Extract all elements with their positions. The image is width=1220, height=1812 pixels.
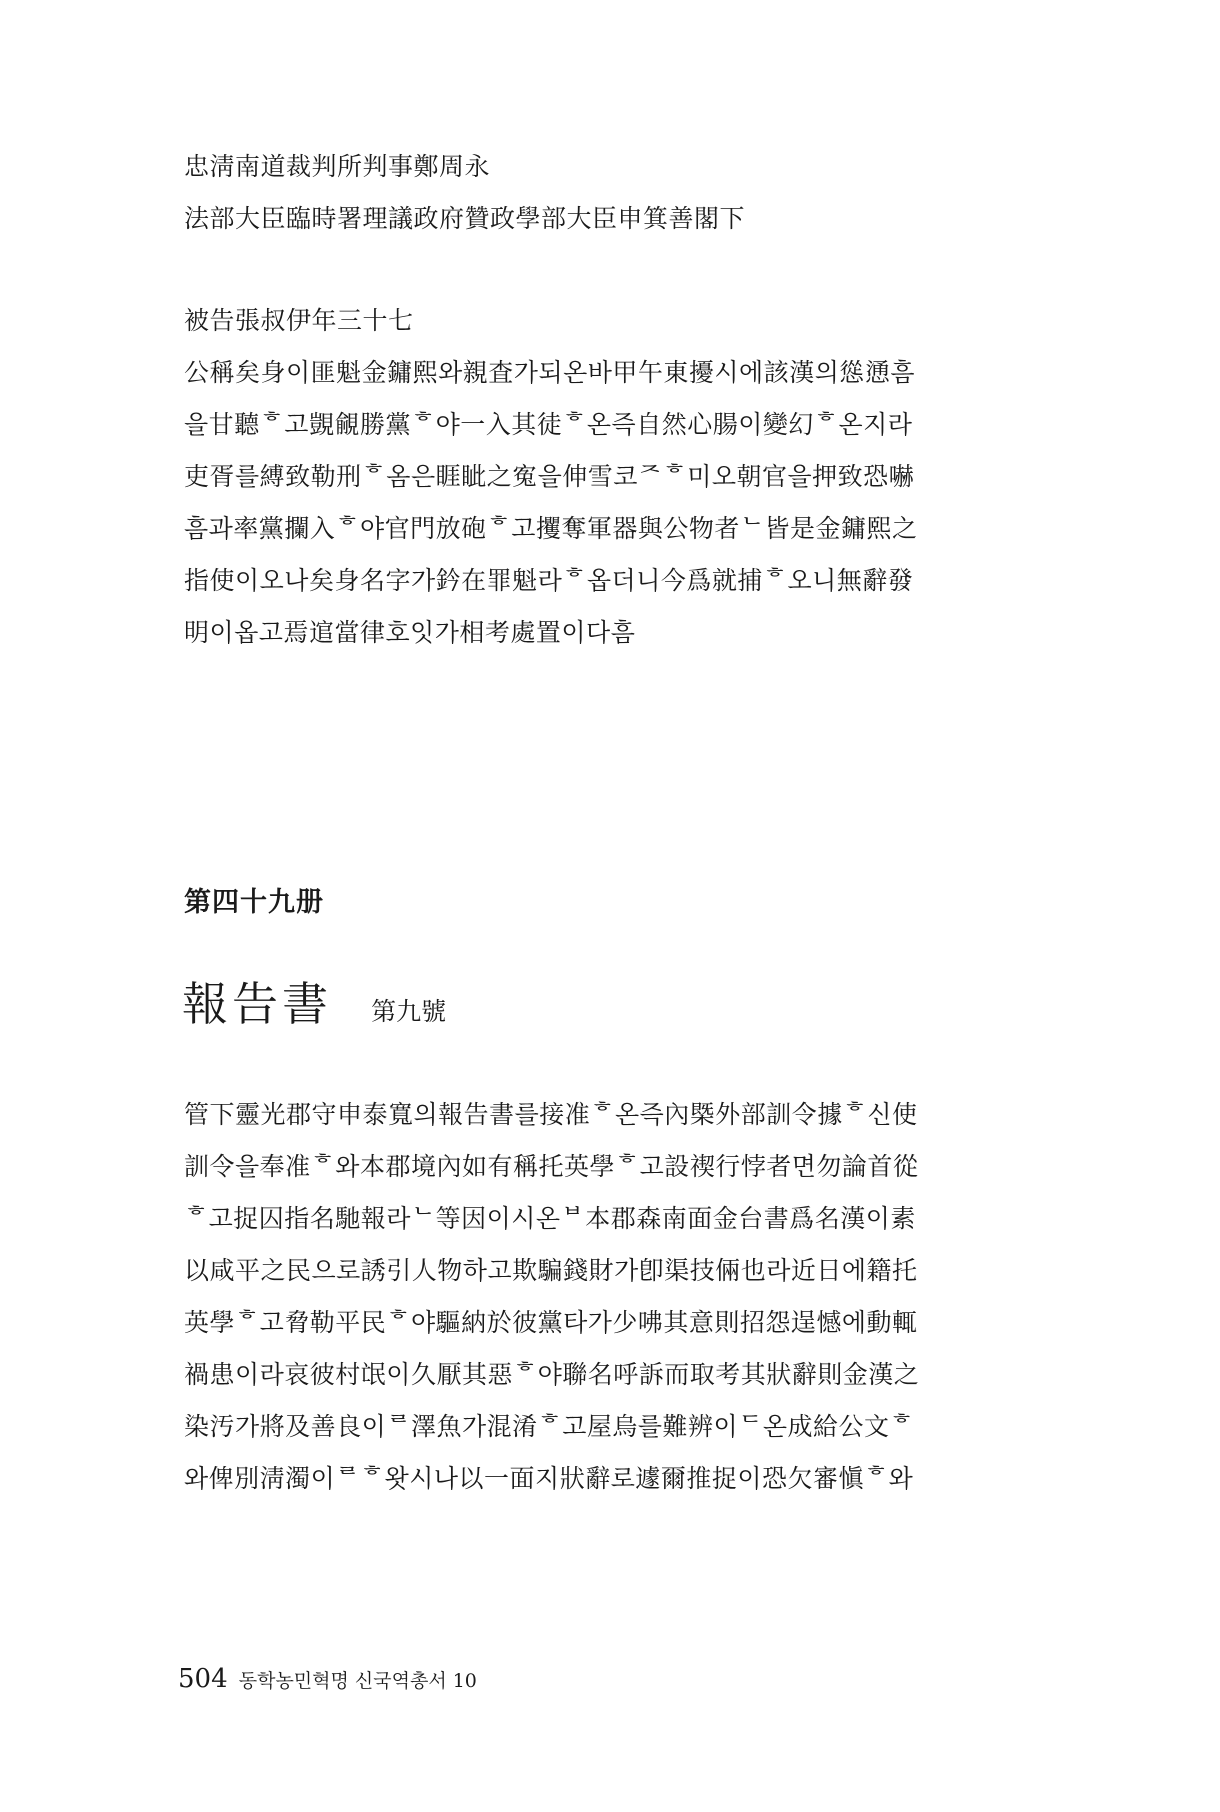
signature-sender: 忠淸南道裁判所判事鄭周永 <box>184 152 491 181</box>
volume-heading: 第四十九册 <box>184 887 324 918</box>
book-title: 동학농민혁명 신국역총서 10 <box>238 1670 477 1692</box>
case-line: 指使이오나矣身名字가鈐在罪魁라ᄒ옵더니今爲就捕ᄒ오니無辭發 <box>184 566 914 595</box>
page-number: 504 <box>178 1664 228 1694</box>
report-line: ᄒ고捉囚指名馳報라ᄂ等因이시온ᄇ本郡森南面金台書爲名漢이素 <box>184 1204 916 1233</box>
report-line: 管下靈光郡守申泰寬의報告書를接准ᄒ온즉內槩外部訓令據ᄒ신使 <box>184 1100 918 1129</box>
report-title: 報告書 <box>182 977 332 1031</box>
case-line: 公稱矣身이匪魁金鏞熙와親査가되온바甲午東擾시에該漢의慫慂흠 <box>184 358 916 387</box>
report-line: 와俾別淸濁이ᄅᄒ왓시나以一面지狀辭로遽爾推捉이恐欠審愼ᄒ와 <box>184 1464 914 1493</box>
case-line: 흠과率黨攔入ᄒ야官門放砲ᄒ고攫奪軍器與公物者ᄂ皆是金鏞熙之 <box>184 514 918 543</box>
report-line: 英學ᄒ고脅勒平民ᄒ야驅納於彼黨타가少咈其意則招怨逞憾에動輒 <box>184 1308 918 1337</box>
page-footer <box>178 1664 477 1694</box>
case-line: 明이옵고焉逭當律호잇가相考處置이다흠 <box>184 618 636 647</box>
report-line: 禍患이라哀彼村氓이久厭其惡ᄒ야聯名呼訴而取考其狀辭則金漢之 <box>184 1360 920 1389</box>
report-line: 以咸平之民으로誘引人物하고欺騙錢財가卽渠技倆也라近日에籍托 <box>184 1256 918 1285</box>
case-line: 吏胥를縛致勒刑ᄒ옴은睚眦之寃을伸雪코ᄌᄒ미오朝官을押致恐嚇 <box>184 462 915 491</box>
report-number: 第九號 <box>371 997 447 1026</box>
report-line: 訓令을奉准ᄒ와本郡境內如有稱托英學ᄒ고設禊行悖者면勿論首從 <box>184 1152 919 1181</box>
case-line: 을甘聽ᄒ고覬覦勝黨ᄒ야一入其徒ᄒ온즉自然心腸이變幻ᄒ온지라 <box>184 410 913 439</box>
report-line: 染汚가將及善良이ᄅ澤魚가混淆ᄒ고屋烏를難辨이ᄃ온成給公文ᄒ <box>184 1412 915 1441</box>
signature-recipient: 法部大臣臨時署理議政府贊政學部大臣申箕善閣下 <box>184 204 746 233</box>
report-title-row <box>182 968 446 1034</box>
case-heading: 被告張叔伊年三十七 <box>184 306 414 335</box>
